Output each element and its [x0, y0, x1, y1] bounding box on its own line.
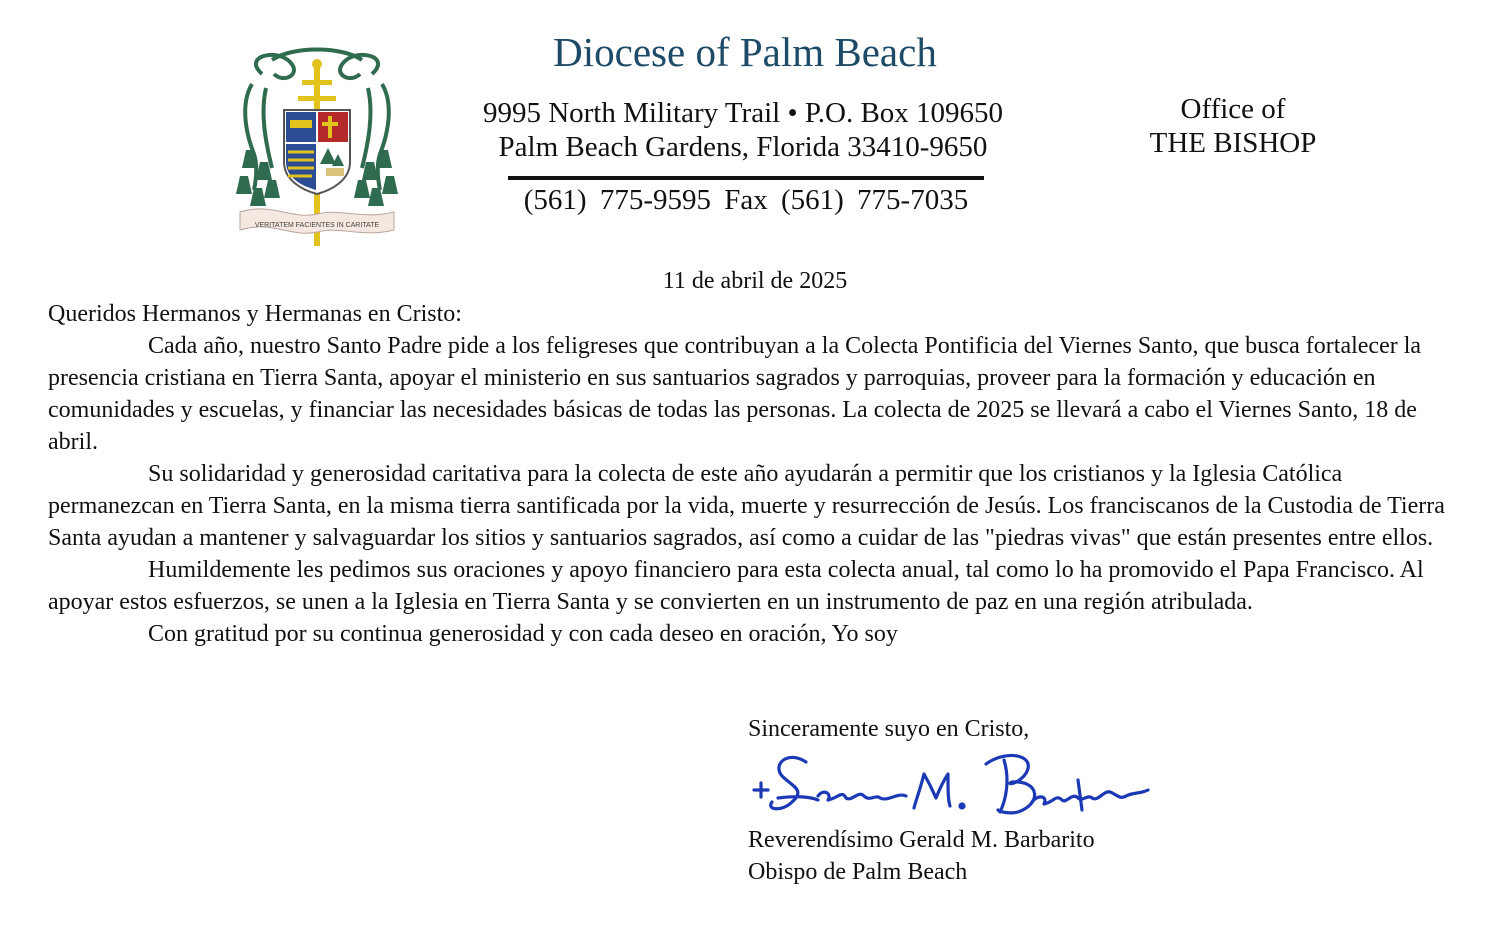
letter-body: [48, 298, 1460, 650]
coat-of-arms-logo: [232, 44, 402, 248]
closing-line: Sinceramente suyo en Cristo,: [748, 716, 1030, 742]
phone-fax-line: (561) 775-9595 Fax (561) 775-7035: [523, 184, 969, 216]
diocese-title: Diocese of Palm Beach: [553, 29, 937, 75]
paragraph-4: Con gratitud por su continua generosidad y con cada deseo en oración, Yo soy: [148, 621, 898, 647]
signer-name: Reverendísimo Gerald M. Barbarito: [748, 827, 1095, 853]
salutation: Queridos Hermanos y Hermanas en Cristo:: [48, 301, 462, 327]
address-line-1: 9995 North Military Trail • P.O. Box 109650: [482, 97, 1004, 129]
paragraph-2: Su solidaridad y generosidad caritativa para la colecta de este año ayudarán a permitir que los cristianos y la Iglesia Católica permanezcan en Tierra Santa, en la misma tierra santificada por la vida, muerte y resurrección de Jesús. Los franciscanos de la Custodia de Tierra Santa ayudan a mantener y salvaguardar los sitios y santuarios sagrados, así como a cuidar de las "piedras vivas" que están presentes entre ellos.: [48, 461, 1445, 551]
signer-title: Obispo de Palm Beach: [748, 859, 968, 885]
handwritten-signature: [748, 740, 1158, 832]
header-divider: [508, 176, 984, 180]
letter-date: 11 de abril de 2025: [662, 268, 848, 294]
office-label-line-2: THE BISHOP: [1149, 127, 1317, 159]
coat-motto: VERITATEM FACIENTES IN CARITATE: [254, 222, 380, 229]
paragraph-1: Cada año, nuestro Santo Padre pide a los feligreses que contribuyan a la Colecta Pontificia del Viernes Santo, que busca fortalecer la presencia cristiana en Tierra Santa, apoyar el ministerio en sus santuarios sagrados y parroquias, proveer para la formación y educación en comunidades y escuelas, y financiar las necesidades básicas de todas las personas. La colecta de 2025 se llevará a cabo el Viernes Santo, 18 de abril.: [48, 333, 1422, 455]
address-line-2: Palm Beach Gardens, Florida 33410-9650: [498, 131, 988, 163]
office-label-line-1: Office of: [1180, 93, 1286, 125]
paragraph-3: Humildemente les pedimos sus oraciones y apoyo financiero para esta colecta anual, tal como lo ha promovido el Papa Francisco. Al apoyar estos esfuerzos, se unen a la Iglesia en Tierra Santa y se convierten en un instrumento de paz en una región atribulada.: [48, 557, 1424, 615]
